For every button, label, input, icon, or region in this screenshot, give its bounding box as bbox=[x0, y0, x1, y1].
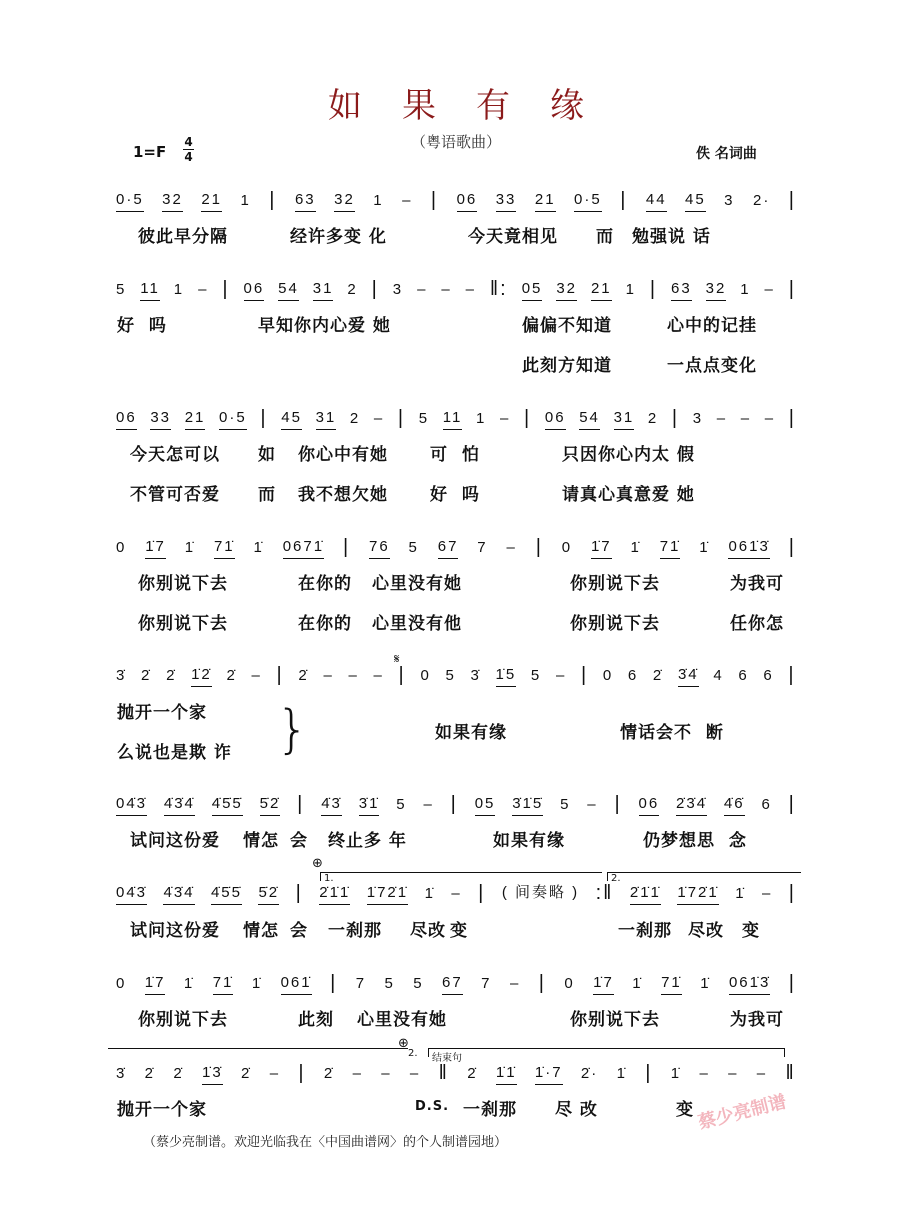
ending-line bbox=[108, 1048, 408, 1049]
watermark: 蔡少亮制谱 bbox=[696, 1091, 789, 1134]
lyric-segment: 为我可 bbox=[730, 574, 784, 594]
barline: | bbox=[298, 1062, 306, 1084]
note-group: 1̇ bbox=[700, 975, 711, 992]
lyric-segment: 好 吗 bbox=[430, 485, 480, 505]
barline: | bbox=[788, 407, 796, 429]
lyric-segment: 情话会不 断 bbox=[620, 723, 724, 743]
note-group: – bbox=[441, 281, 452, 298]
barline: | bbox=[788, 972, 796, 994]
note-group: – bbox=[500, 410, 511, 427]
lyric-segment: 心里没有他 bbox=[372, 614, 462, 634]
barline: ‖ bbox=[785, 1062, 796, 1084]
barline: | bbox=[538, 972, 546, 994]
note-group: 5 bbox=[396, 796, 407, 813]
note-group: 5 bbox=[413, 975, 424, 992]
note-group: 4̇6̇ bbox=[724, 795, 745, 816]
note-group: 1̇72̇1̇ bbox=[677, 884, 718, 905]
note-group: – bbox=[506, 539, 517, 556]
barline: | bbox=[371, 278, 379, 300]
note-group: 3̇1̇5̇ bbox=[512, 795, 543, 816]
barline: ‖ bbox=[438, 1062, 449, 1084]
note-group: 4̇5̇5̇ bbox=[211, 884, 242, 905]
note-group: 7 bbox=[481, 975, 492, 992]
note-group: 0·5 bbox=[574, 191, 602, 212]
key-signature: 1=F bbox=[133, 143, 167, 161]
note-group: 1̇·7 bbox=[535, 1064, 563, 1085]
note-group: 21 bbox=[185, 409, 206, 430]
note-group: 4̇5̇5̇ bbox=[212, 795, 243, 816]
barline: | bbox=[614, 793, 622, 815]
note-group: 1̇3̇ bbox=[202, 1064, 223, 1085]
lyric-segment: 会 bbox=[290, 831, 308, 851]
note-group: 2̇ bbox=[173, 1065, 184, 1082]
lyric-segment: 一刹那 bbox=[618, 921, 672, 941]
note-group: 2̇ bbox=[166, 667, 177, 684]
note-group: 11 bbox=[140, 280, 160, 301]
notation-row bbox=[116, 535, 796, 559]
lyric-segment: 尽改 bbox=[688, 921, 724, 941]
segno-mark: 𝄋 bbox=[394, 652, 400, 667]
note-group: – bbox=[716, 410, 728, 427]
note-group: 1̇1̇ bbox=[496, 1064, 517, 1085]
barline: | bbox=[430, 189, 439, 211]
note-group: 2̇ bbox=[652, 667, 664, 684]
note-group: – bbox=[373, 667, 384, 684]
note-group: 1̇2̇ bbox=[191, 666, 212, 687]
lyric-segment: 变 bbox=[450, 921, 468, 941]
barline: | bbox=[397, 407, 406, 429]
note-group: 67 bbox=[438, 538, 459, 559]
lyric-segment: 如果有缘 bbox=[435, 723, 507, 743]
note-group: 21 bbox=[535, 191, 556, 212]
lyric-segment: 如果有缘 bbox=[493, 831, 565, 851]
note-group: 2̇ bbox=[141, 667, 152, 684]
note-group: 71̇ bbox=[660, 538, 681, 559]
lyric-segment: 我不想欠她 bbox=[298, 485, 388, 505]
lyric-segment: 偏偏不知道 bbox=[522, 316, 612, 336]
lyric-segment: 会 bbox=[290, 921, 308, 941]
lyric-segment: 试问这份爱 bbox=[130, 831, 220, 851]
barline: | bbox=[524, 407, 532, 429]
note-group: 1̇ bbox=[630, 539, 641, 556]
note-group: 63 bbox=[671, 280, 692, 301]
note-group: 3̇ bbox=[470, 667, 481, 684]
lyric-segment: 心中的记挂 bbox=[667, 316, 757, 336]
lyric-segment: 仍梦想思 念 bbox=[643, 831, 747, 851]
barline: | bbox=[342, 536, 351, 558]
note-group: 5 bbox=[530, 667, 542, 684]
note-group: 05 bbox=[522, 280, 543, 301]
lyric-segment: 你别说下去 bbox=[138, 614, 228, 634]
note-group: 04̇3̇ bbox=[116, 884, 147, 905]
barline: | bbox=[295, 882, 303, 904]
barline: | bbox=[269, 189, 277, 211]
note-group: 06 bbox=[116, 409, 137, 430]
note-group: 1 bbox=[373, 192, 384, 209]
note-group: – bbox=[764, 281, 775, 298]
barline: | bbox=[478, 882, 486, 904]
barline: | bbox=[788, 536, 796, 558]
note-group: 2̇ bbox=[467, 1065, 478, 1082]
note-group: 1̇ bbox=[616, 1065, 627, 1082]
coda-mark: ⊕ bbox=[312, 856, 323, 871]
note-group: 1̇ bbox=[253, 539, 264, 556]
note-group: 1̇ bbox=[184, 539, 196, 556]
lyric-segment: 为我可 bbox=[730, 1010, 784, 1030]
lyric-segment: 在你的 bbox=[298, 574, 352, 594]
barline: | bbox=[260, 407, 268, 429]
note-group: 4̇3̇4̇ bbox=[163, 884, 194, 905]
note-group: 2̇ bbox=[298, 667, 309, 684]
barline: | bbox=[788, 278, 796, 300]
note-group: 11 bbox=[443, 409, 463, 430]
note-group: 06 bbox=[639, 795, 660, 816]
note-group: 0 bbox=[420, 667, 431, 684]
note-group: 6 bbox=[761, 796, 772, 813]
note-group: 2̇1̇1̇ bbox=[319, 884, 350, 905]
note-group: 06 bbox=[244, 280, 265, 301]
note-group: – bbox=[761, 885, 773, 902]
note-group: 2 bbox=[647, 410, 659, 427]
note-group: 32 bbox=[162, 191, 183, 212]
lyric-segment: 变 bbox=[742, 921, 760, 941]
barline: | bbox=[620, 189, 628, 211]
lyric-segment: 一刹那 bbox=[463, 1100, 517, 1120]
note-group: 4̇3̇ bbox=[321, 795, 342, 816]
note-group: 5 bbox=[560, 796, 571, 813]
credit: 佚 名词曲 bbox=[696, 146, 757, 162]
lyric-segment: 你别说下去 bbox=[570, 1010, 660, 1030]
note-group: 061̇ bbox=[281, 974, 312, 995]
note-group: 3 bbox=[692, 410, 704, 427]
note-group: 54 bbox=[579, 409, 600, 430]
note-group: 1̇ bbox=[670, 1065, 682, 1082]
lyric-brace: } bbox=[276, 700, 310, 760]
lyric-segment: 一点点变化 bbox=[667, 356, 757, 376]
time-top: 4 bbox=[184, 135, 193, 149]
note-group: 3̇ bbox=[116, 667, 127, 684]
lyric-segment: 试问这份爱 bbox=[130, 921, 220, 941]
note-group: 32 bbox=[556, 280, 577, 301]
lyric-segment: 心里没有她 bbox=[357, 1010, 447, 1030]
note-group: 2̇· bbox=[580, 1065, 599, 1082]
note-group: 33 bbox=[496, 191, 517, 212]
note-group: 1̇ bbox=[632, 975, 643, 992]
note-group: – bbox=[587, 796, 598, 813]
note-group: 2 bbox=[349, 410, 361, 427]
note-group: 63 bbox=[295, 191, 316, 212]
notation-row bbox=[116, 663, 796, 687]
lyric-segment: 勉强说 话 bbox=[632, 227, 711, 247]
volta-label: 2. bbox=[408, 1048, 418, 1059]
lyric-segment: 只因你心内太 假 bbox=[562, 445, 695, 465]
note-group: 71̇ bbox=[661, 974, 682, 995]
barline: | bbox=[297, 793, 305, 815]
lyric-segment: 抛开一个家 bbox=[117, 1100, 207, 1120]
note-group: 76 bbox=[369, 538, 390, 559]
note-group: – bbox=[251, 667, 262, 684]
note-group: – bbox=[402, 192, 413, 209]
barline: | bbox=[535, 536, 543, 558]
note-group: 2̇ bbox=[144, 1065, 156, 1082]
lyric-segment: 如 bbox=[258, 445, 276, 465]
barline: | bbox=[788, 793, 796, 815]
note-group: – bbox=[465, 281, 476, 298]
notation-row bbox=[116, 406, 796, 430]
note-group: 44 bbox=[646, 191, 667, 212]
note-group: – bbox=[409, 1065, 421, 1082]
note-group: 1̇7 bbox=[593, 974, 614, 995]
lyric-segment: 情怎 bbox=[243, 921, 279, 941]
note-group: – bbox=[352, 1065, 363, 1082]
note-group: 5̇2̇ bbox=[258, 884, 279, 905]
note-group: 3 bbox=[724, 192, 735, 209]
volta-1 bbox=[320, 872, 602, 884]
notation-row bbox=[116, 971, 796, 995]
note-group: – bbox=[373, 410, 385, 427]
note-group: 1 bbox=[240, 192, 251, 209]
ending-label: 结束句 bbox=[432, 1053, 462, 1064]
note-group: 71̇ bbox=[214, 538, 235, 559]
time-bottom: 4 bbox=[184, 150, 193, 164]
note-group: 0 bbox=[116, 975, 127, 992]
note-group: 3̇4̇ bbox=[678, 666, 699, 687]
note-group: – bbox=[323, 667, 334, 684]
note-group: 0·5 bbox=[219, 409, 247, 430]
lyric-segment: 终止多 年 bbox=[328, 831, 407, 851]
note-group: 0 bbox=[116, 539, 127, 556]
lyric-segment: 一刹那 bbox=[328, 921, 382, 941]
coda-mark: ⊕ bbox=[398, 1036, 409, 1051]
lyric-segment: 在你的 bbox=[298, 614, 352, 634]
lyric-segment: 早知你内心爱 她 bbox=[258, 316, 391, 336]
barline: | bbox=[649, 278, 658, 300]
barline: | bbox=[788, 664, 796, 686]
note-group: 1̇72̇1̇ bbox=[367, 884, 408, 905]
lyric-segment: 经许多变 化 bbox=[290, 227, 387, 247]
note-group: 45 bbox=[281, 409, 302, 430]
note-group: 33 bbox=[150, 409, 171, 430]
lyric-segment: 彼此早分隔 bbox=[138, 227, 228, 247]
lyric-segment: 任你怎 bbox=[730, 614, 784, 634]
notation-row bbox=[116, 188, 796, 212]
note-group: 1 bbox=[476, 410, 487, 427]
note-group: 67 bbox=[442, 974, 463, 995]
note-group: 54 bbox=[278, 280, 299, 301]
note-group: 3̇ bbox=[116, 1065, 127, 1082]
note-group: 061̇3̇ bbox=[729, 974, 770, 995]
note-group: 7 bbox=[355, 975, 367, 992]
barline: | bbox=[330, 972, 338, 994]
note-group: 1̇ bbox=[699, 539, 710, 556]
note-group: 2̇ bbox=[323, 1065, 335, 1082]
note-group: 0 bbox=[561, 539, 573, 556]
barline: | bbox=[788, 882, 796, 904]
lyric-segment: 而 bbox=[596, 227, 614, 247]
note-group: 05 bbox=[475, 795, 496, 816]
note-group: 5 bbox=[384, 975, 395, 992]
lyric-segment: 情怎 bbox=[243, 831, 279, 851]
note-group: 32 bbox=[334, 191, 355, 212]
barline: | bbox=[222, 278, 230, 300]
note-group: 4̇3̇4̇ bbox=[164, 795, 195, 816]
note-group: 2· bbox=[752, 192, 771, 209]
lyric-segment: 你别说下去 bbox=[570, 574, 660, 594]
note-group: 5 bbox=[116, 281, 127, 298]
note-group: – bbox=[269, 1065, 281, 1082]
note-group: 1 bbox=[740, 281, 751, 298]
note-group: – bbox=[699, 1065, 710, 1082]
lyric-segment: 尽 改 bbox=[555, 1100, 598, 1120]
lyric-segment: 抛开一个家 bbox=[117, 703, 207, 723]
note-group: 1̇ bbox=[251, 975, 263, 992]
note-group: 6 bbox=[627, 667, 639, 684]
note-group: 5 bbox=[418, 410, 430, 427]
lyric-segment: 你别说下去 bbox=[138, 1010, 228, 1030]
lyric-segment: 么说也是欺 诈 bbox=[117, 743, 232, 763]
note-group: 1̇7 bbox=[145, 538, 166, 559]
note-group: 2 bbox=[347, 281, 358, 298]
barline: | bbox=[671, 407, 680, 429]
note-group: – bbox=[451, 885, 462, 902]
note-group: – bbox=[555, 667, 567, 684]
barline: | bbox=[450, 793, 458, 815]
note-group: – bbox=[509, 975, 521, 992]
barline: | bbox=[276, 664, 284, 686]
barline: | bbox=[398, 664, 406, 686]
note-group: 7 bbox=[477, 539, 488, 556]
note-group: 0 bbox=[564, 975, 575, 992]
note-group: 21 bbox=[591, 280, 612, 301]
lyric-segment: 可 怕 bbox=[430, 445, 480, 465]
lyric-segment: 而 bbox=[258, 485, 276, 505]
note-group: 1 bbox=[625, 281, 636, 298]
time-signature bbox=[183, 135, 194, 164]
note-group: 32 bbox=[706, 280, 727, 301]
notation-row bbox=[116, 881, 796, 905]
note-group: – bbox=[740, 410, 752, 427]
note-group: – bbox=[764, 410, 776, 427]
notation-row bbox=[116, 277, 796, 301]
notation-row bbox=[116, 1061, 796, 1085]
note-group: – bbox=[728, 1065, 739, 1082]
note-group: ( 间奏略 ) bbox=[501, 884, 580, 901]
lyric-segment: 不管可否爱 bbox=[130, 485, 220, 505]
note-group: – bbox=[417, 281, 428, 298]
note-group: 1̇ bbox=[424, 885, 435, 902]
note-group: – bbox=[381, 1065, 392, 1082]
notation-row bbox=[116, 792, 796, 816]
lyric-segment: 变 bbox=[676, 1100, 694, 1120]
note-group: – bbox=[423, 796, 434, 813]
barline: ‖: bbox=[489, 278, 508, 300]
note-group: 2̇ bbox=[241, 1065, 252, 1082]
footer-note: （蔡少亮制谱。欢迎光临我在〈中国曲谱网〉的个人制谱园地） bbox=[143, 1135, 508, 1150]
song-subtitle: （粤语歌曲） bbox=[410, 133, 501, 151]
note-group: 5 bbox=[445, 667, 456, 684]
barline: :‖ bbox=[595, 882, 614, 904]
note-group: 06 bbox=[457, 191, 478, 212]
lyric-segment: 今天竟相见 bbox=[468, 227, 558, 247]
note-group: 2̇1̇1̇ bbox=[630, 884, 661, 905]
note-group: 6 bbox=[763, 667, 774, 684]
lyric-segment: 你别说下去 bbox=[138, 574, 228, 594]
lyric-segment: 心里没有她 bbox=[372, 574, 462, 594]
note-group: 061̇3̇ bbox=[728, 538, 769, 559]
note-group: 31 bbox=[313, 280, 334, 301]
note-group: 31 bbox=[614, 409, 635, 430]
note-group: 2̇ bbox=[226, 667, 237, 684]
note-group: 1 bbox=[173, 281, 185, 298]
note-group: 1̇ bbox=[735, 885, 746, 902]
barline: | bbox=[788, 189, 796, 211]
note-group: 5 bbox=[408, 539, 419, 556]
note-group: 2̇3̇4̇ bbox=[676, 795, 707, 816]
note-group: 1̇ bbox=[183, 975, 195, 992]
note-group: 21 bbox=[201, 191, 222, 212]
note-group: – bbox=[756, 1065, 768, 1082]
volta-2 bbox=[607, 872, 801, 884]
note-group: 04̇3̇ bbox=[116, 795, 147, 816]
note-group: – bbox=[348, 667, 359, 684]
note-group: 5̇2̇ bbox=[260, 795, 281, 816]
note-group: 1̇7 bbox=[591, 538, 612, 559]
note-group: 06 bbox=[545, 409, 566, 430]
note-group: 4 bbox=[713, 667, 724, 684]
dal-segno-mark: D.S. bbox=[415, 1099, 450, 1114]
note-group: 6 bbox=[738, 667, 749, 684]
note-group: – bbox=[198, 281, 209, 298]
song-title: 如果有缘 bbox=[328, 86, 624, 126]
note-group: 1̇7 bbox=[145, 974, 166, 995]
lyric-segment: 请真心真意爱 她 bbox=[562, 485, 695, 505]
lyric-segment: 你心中有她 bbox=[298, 445, 388, 465]
lyric-segment: 今天怎可以 bbox=[130, 445, 220, 465]
lyric-segment: 此刻 bbox=[298, 1010, 334, 1030]
barline: | bbox=[645, 1062, 653, 1084]
lyric-segment: 此刻方知道 bbox=[522, 356, 612, 376]
ending-bracket bbox=[428, 1048, 785, 1064]
volta-2-label: 2. bbox=[611, 873, 621, 884]
lyric-segment: 你别说下去 bbox=[570, 614, 660, 634]
note-group: 45 bbox=[685, 191, 706, 212]
note-group: 0 bbox=[602, 667, 614, 684]
volta-1-label: 1. bbox=[324, 873, 334, 884]
barline: | bbox=[580, 664, 589, 686]
lyric-segment: 好 吗 bbox=[117, 316, 167, 336]
lyric-segment: 尽改 bbox=[410, 921, 446, 941]
note-group: 3̇1̇ bbox=[359, 795, 380, 816]
note-group: 31 bbox=[316, 409, 337, 430]
note-group: 1̇5 bbox=[496, 666, 517, 687]
note-group: 0671̇ bbox=[283, 538, 324, 559]
note-group: 0·5 bbox=[116, 191, 144, 212]
note-group: 3 bbox=[392, 281, 404, 298]
note-group: 71̇ bbox=[213, 974, 234, 995]
